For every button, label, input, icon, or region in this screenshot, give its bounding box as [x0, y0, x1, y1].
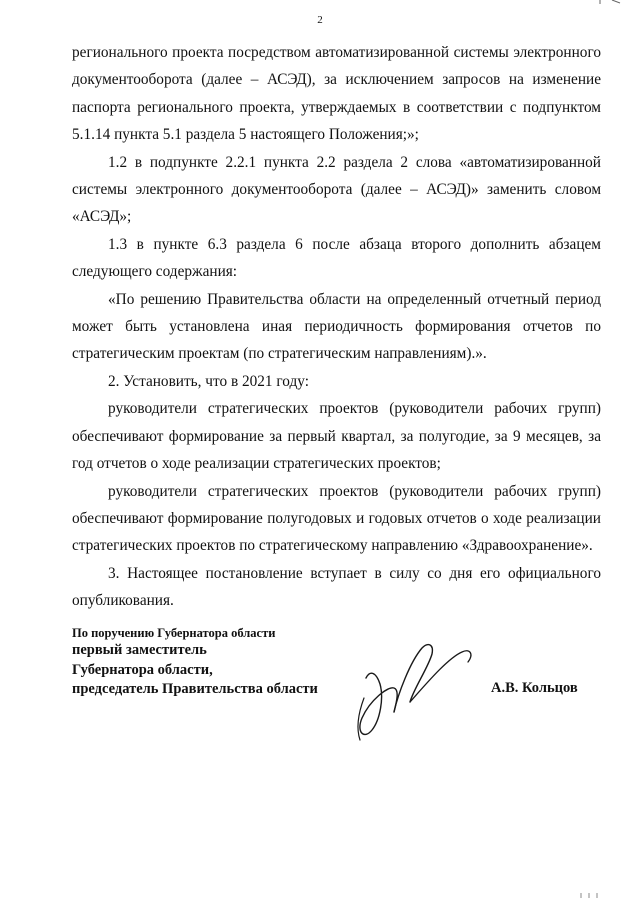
- signatory-block: [72, 625, 318, 700]
- signatory-position-line-2: Губернатора области,: [72, 661, 213, 678]
- paragraph-continuation: регионального проекта посредством автоматизированной системы электронного документооборота (далее – АСЭД), за исключением запросов на изменение паспорта регионального проекта, утверждаемых в соответствии с подпунктом 5.1.14 пункта 5.1 раздела 5 настоящего Положения;»;: [72, 44, 601, 144]
- paragraph-item-2-subpoint-2: руководители стратегических проектов (руководители рабочих групп) обеспечивают формирование полугодовых и годовых отчетов о ходе реализации стратегических проектов по стратегическому направлению «Здравоохранение».: [72, 482, 601, 555]
- signatory-position-line-1: первый заместитель: [72, 642, 207, 658]
- scan-mark-bottom: [578, 893, 600, 899]
- paragraph-item-3: 3. Настоящее постановление вступает в силу со дня его официального опубликования.: [72, 564, 601, 610]
- handwritten-signature: [350, 628, 480, 746]
- signatory-on-behalf: По поручению Губернатора области: [72, 626, 276, 640]
- paragraph-item-1-2: 1.2 в подпункте 2.2.1 пункта 2.2 раздела 2 слова «автоматизированной системы электронного документооборота (далее – АСЭД)» заменить словом «АСЭД»;: [72, 153, 601, 226]
- signatory-position-line-3: председатель Правительства области: [72, 681, 318, 697]
- document-body: [72, 39, 601, 615]
- paragraph-item-2-subpoint-1: руководители стратегических проектов (руководители рабочих групп) обеспечивают формирование за первый квартал, за полугодие, за 9 месяцев, за год отчетов о ходе реализации стратегических проектов;: [72, 400, 601, 473]
- signatory-name: А.В. Кольцов: [491, 680, 578, 696]
- paragraph-item-1-3: 1.3 в пункте 6.3 раздела 6 после абзаца второго дополнить абзацем следующего содержания:: [72, 235, 601, 281]
- paragraph-quote: «По решению Правительства области на определенный отчетный период может быть установлена иная периодичность формирования отчетов по стратегическим проектам (по стратегическим направлениям).».: [72, 290, 601, 363]
- scan-mark-top: [594, 0, 624, 5]
- paragraph-item-2: 2. Установить, что в 2021 году:: [108, 372, 309, 390]
- page-number: 2: [317, 14, 323, 26]
